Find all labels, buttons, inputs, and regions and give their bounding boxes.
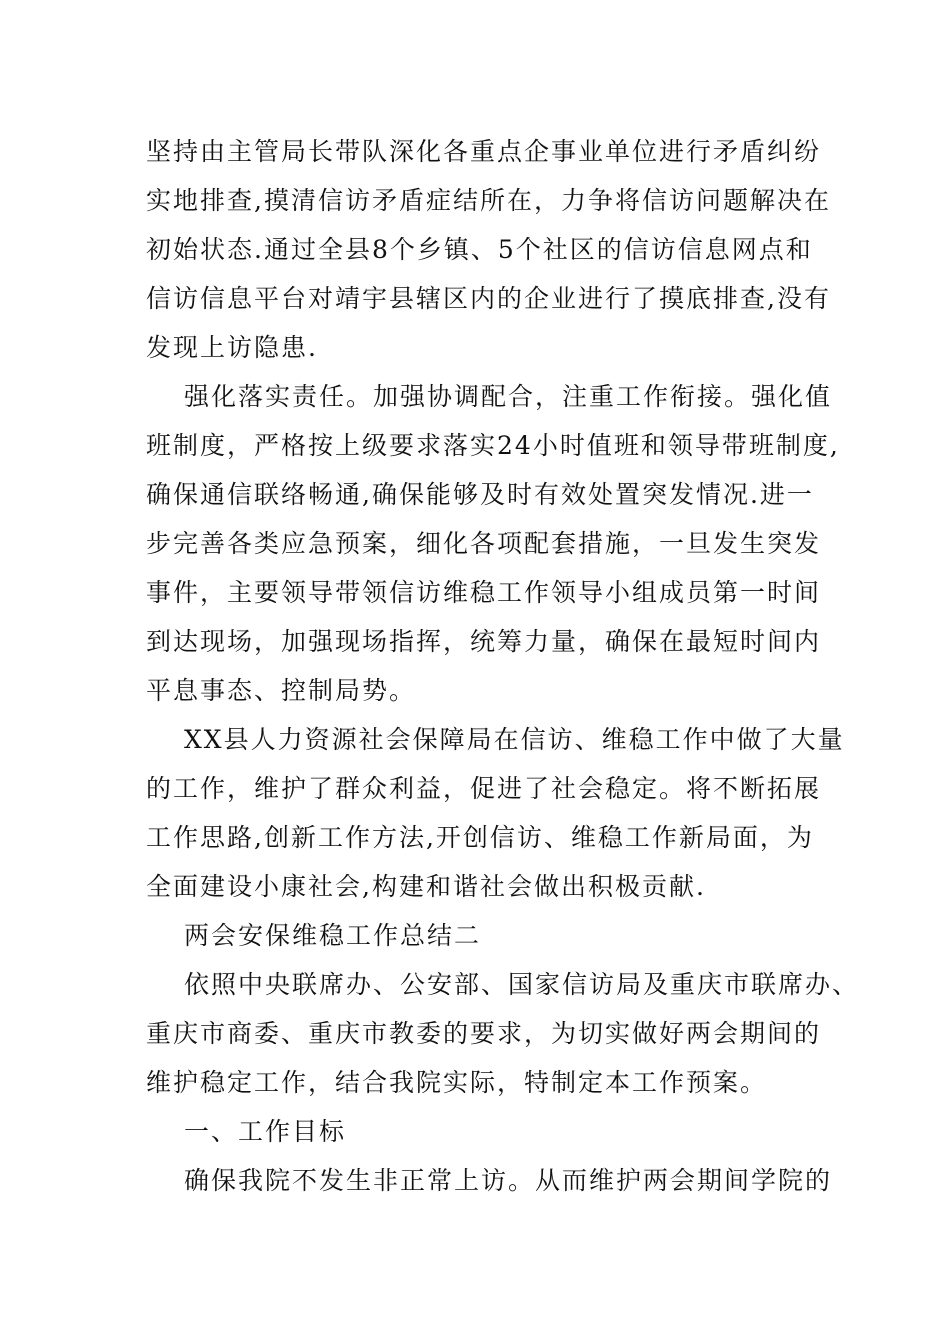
text-line: 到达现场，加强现场指挥，统筹力量，确保在最短时间内 (146, 627, 822, 656)
section-heading: 两会安保维稳工作总结二 (184, 921, 482, 950)
paragraph-start-line: 确保我院不发生非正常上访。从而维护两会期间学院的 (184, 1166, 833, 1195)
text-line: 维护稳定工作，结合我院实际，特制定本工作预案。 (146, 1068, 768, 1097)
text-line: 确保通信联络畅通,确保能够及时有效处置突发情况.进一 (146, 480, 814, 509)
text-line: 的工作，维护了群众利益，促进了社会稳定。将不断拓展 (146, 774, 822, 803)
text-line: 坚持由主管局长带队深化各重点企事业单位进行矛盾纠纷 (146, 137, 822, 166)
text-line: 信访信息平台对靖宇县辖区内的企业进行了摸底排查,没有 (146, 284, 831, 313)
subsection-heading: 一、工作目标 (184, 1117, 347, 1146)
text-line: 班制度，严格按上级要求落实24小时值班和领导带班制度, (146, 431, 840, 460)
document-body (146, 127, 860, 1205)
paragraph-start-line: 依照中央联席办、公安部、国家信访局及重庆市联席办、 (184, 970, 860, 999)
text-line: 实地排查,摸清信访矛盾症结所在，力争将信访问题解决在 (146, 186, 831, 215)
text-line: 初始状态.通过全县8个乡镇、5个社区的信访信息网点和 (146, 235, 813, 264)
text-line: 工作思路,创新工作方法,开创信访、维稳工作新局面，为 (146, 823, 814, 852)
text-line: 全面建设小康社会,构建和谐社会做出积极贡献. (146, 872, 706, 901)
paragraph-start-line: XX县人力资源社会保障局在信访、维稳工作中做了大量 (184, 725, 845, 754)
text-line: 平息事态、控制局势。 (146, 676, 417, 705)
paragraph-start-line: 强化落实责任。加强协调配合，注重工作衔接。强化值 (184, 382, 833, 411)
text-line: 发现上访隐患. (146, 333, 318, 362)
text-line: 重庆市商委、重庆市教委的要求，为切实做好两会期间的 (146, 1019, 822, 1048)
text-line: 事件，主要领导带领信访维稳工作领导小组成员第一时间 (146, 578, 822, 607)
text-line: 步完善各类应急预案，细化各项配套措施，一旦发生突发 (146, 529, 822, 558)
